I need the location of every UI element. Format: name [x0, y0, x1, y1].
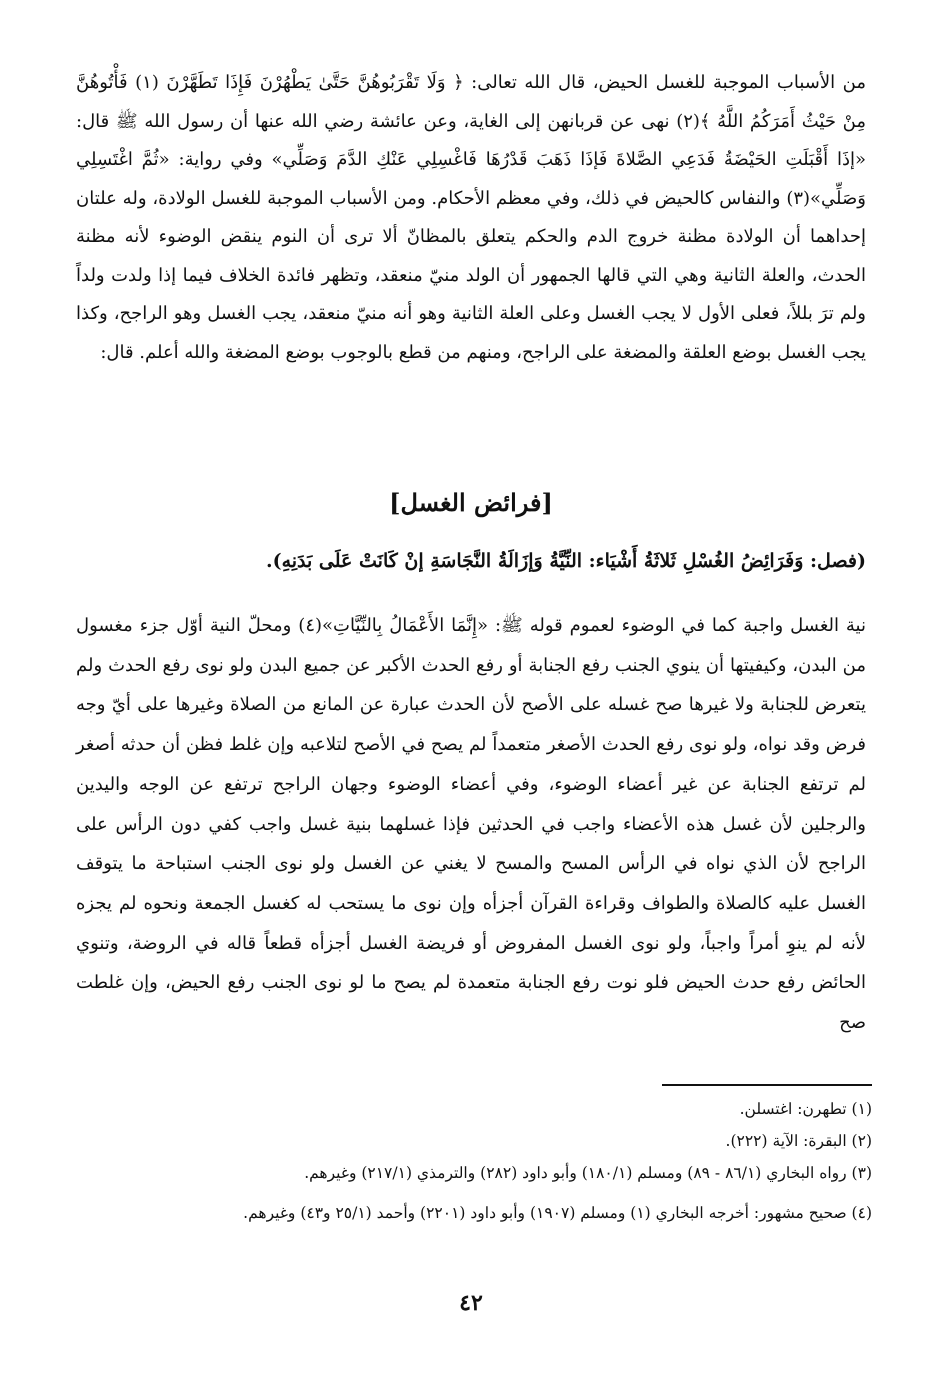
footnote-3: (٣) رواه البخاري (٨٦/١ - ٨٩) ومسلم (١٨٠/١) وأبو داود (٢٨٢) والترمذي (٢١٧/١) وغيرهم. — [304, 1164, 872, 1182]
fasl-matn-text: (فصل: وَفَرَائِضُ الغُسْلِ ثَلاثَةُ أَشْيَاء: النِّيَّةُ وَإزَالَةُ النَّجَاسَةِ إنْ كَانَتْ عَلَى بَدَنِهِ). — [265, 550, 866, 572]
section-heading: [فرائض الغسل] — [389, 488, 553, 517]
paragraph-ghusl-intention: نية الغسل واجبة كما في الوضوء لعموم قوله ﷺ: «إِنَّمَا الأَعْمَالُ بِالنِّيَّاتِ»(٤) ومحلّ النية أوّل جزء مغسول من البدن، وكيفيتها أن ينوي الجنب رفع الجنابة أو رفع الحدث الأكبر عن جميع البدن ولو نوى رفع الحدث ولم يتعرض للجنابة ولا غيرها صح غسله على الأصح لأن الحدث عبارة عن المانع من الصلاة وغيرها على أيّ وجه فرض وقد نواه، ولو نوى رفع الحدث الأصغر متعمداً لم يصح في الأصح لتلاعبه وإن غلط فظن أن حدثه أصغر لم ترتفع الجنابة عن غير أعضاء الوضوء، وفي أعضاء الوضوء وجهان الراجح ترتفع عن الوجه واليدين والرجلين لأن غسل هذه الأعضاء واجب في الحدثين فإذا غسلهما بنية غسل واجب كفي دون الرأس على الراجح لأن الذي نواه في الرأس المسح والمسح لا يغني عن الغسل ولو نوى الجنب استباحة ما يتوقف الغسل عليه كالصلاة والطواف وقراءة القرآن أجزأه وإن نوى ما يستحب له كغسل الجمعة ونحوه لم يجزه لأنه لم ينوِ أمراً واجباً، ولو نوى الغسل المفروض أو فريضة الغسل أجزأه قطعاً قاله في الروضة، وتنوي الحائض رفع حدث الحيض فلو نوت رفع الجنابة متعمدة لم يصح ما لو نوى الجنب رفع الحيض، وإن غلطت صح — [76, 615, 867, 1034]
footnote-1: (١) تطهرن: اغتسلن. — [739, 1100, 872, 1118]
paragraph-ghusl-causes: من الأسباب الموجبة للغسل الحيض، قال الله تعالى: ﴿ وَلَا تَقْرَبُوهُنَّ حَتَّىٰ يَطْهُرْنَ فَإِذَا تَطَهَّرْنَ (١) فَأْتُوهُنَّ مِنْ حَيْثُ أَمَرَكُمُ اللَّهُ ﴾(٢) نهى عن قربانهن إلى الغاية، وعن عائشة رضي الله عنها أن رسول الله ﷺ قال: «إذَا أَقْبَلَتِ الحَيْضَةُ فَدَعِي الصَّلاةَ فَإذَا ذَهَبَ قَدْرُهَا فَاغْسِلِي عَنْكِ الدَّمَ وَصَلِّي» وفي رواية: «ثُمَّ اغْتَسِلِي وَصَلِّي»(٣) والنفاس كالحيض في ذلك، وفي معظم الأحكام. ومن الأسباب الموجبة للغسل الولادة، وله علتان إحداهما أن الولادة مظنة خروج الدم والحكم يتعلق بالمظانّ ألا ترى أن النوم ينقض الوضوء لأنه مظنة الحدث، والعلة الثانية وهي التي قالها الجمهور أن الولد منيّ منعقد، وتظهر فائدة الخلاف فيما إذا ولدت ولداً ولم ترَ بللاً، فعلى الأول لا يجب الغسل وعلى العلة الثانية وهو أنه منيّ منعقد، يجب الغسل وهو الراجح، وكذا يجب الغسل بوضع العلقة والمضغة على الراجح، ومنهم من قطع بالوجوب بوضع المضغة والله أعلم. قال: — [76, 72, 866, 363]
page-number: ٤٢ — [459, 1290, 483, 1316]
footnote-2: (٢) البقرة: الآية (٢٢٢). — [725, 1132, 872, 1150]
footnote-4: (٤) صحيح مشهور: أخرجه البخاري (١) ومسلم (١٩٠٧) وأبو داود (٢٢٠١) وأحمد (٢٥/١ و٤٣) وغيرهم. — [243, 1204, 872, 1222]
footnote-divider — [662, 1084, 872, 1086]
